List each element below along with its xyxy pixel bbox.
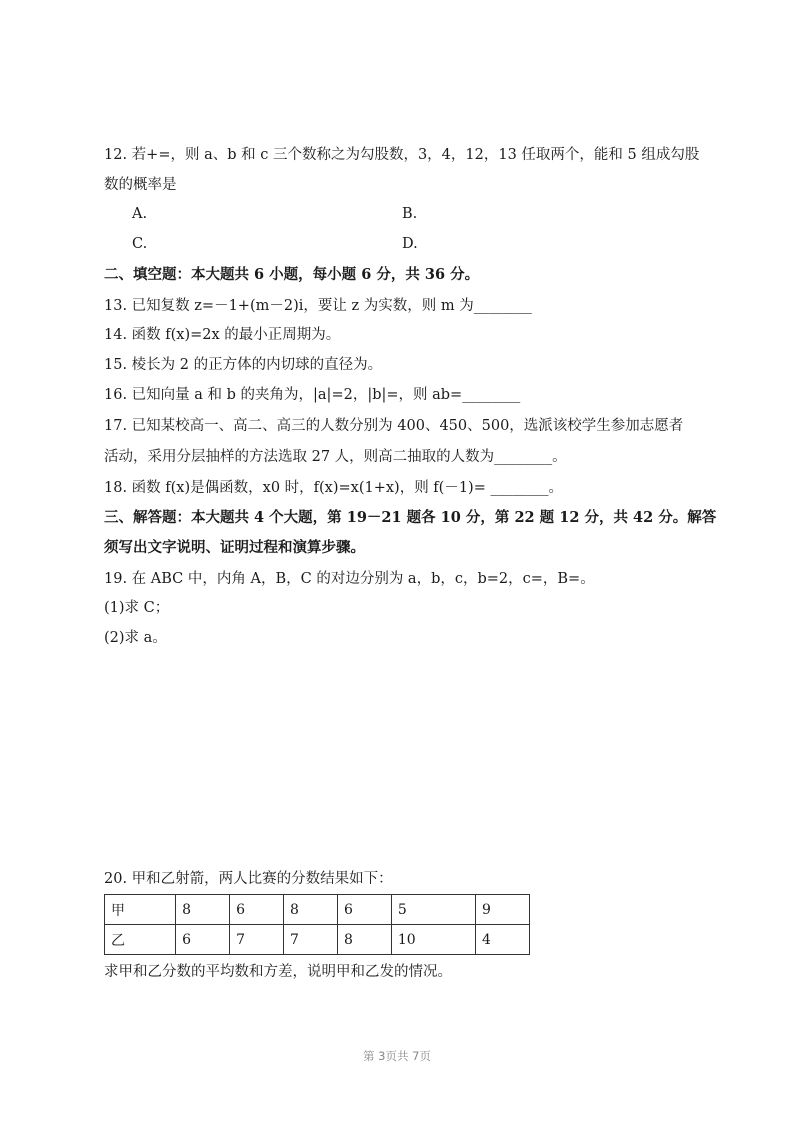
table-cell: 7	[230, 925, 284, 955]
q19-part2: (2)求 a。	[104, 630, 167, 646]
q16: 16. 已知向量 a 和 b 的夹角为，|a|=2，|b|=，则 ab=________	[104, 387, 521, 403]
table-cell: 6	[337, 895, 391, 925]
q15: 15. 棱长为 2 的正方体的内切球的直径为。	[104, 357, 383, 373]
q14: 14. 函数 f(x)=2x 的最小正周期为。	[104, 327, 341, 343]
table-cell: 6	[230, 895, 284, 925]
q20-question: 求甲和乙分数的平均数和方差，说明甲和乙发的情况。	[104, 964, 452, 980]
table-cell: 8	[176, 895, 230, 925]
table-cell: 10	[391, 925, 475, 955]
table-cell: 8	[284, 895, 338, 925]
q12-option-c: C.	[132, 236, 148, 252]
table-cell: 5	[391, 895, 475, 925]
q17-line1: 17. 已知某校高一、高二、高三的人数分别为 400、450、500，选派该校学生参加志愿者	[104, 418, 684, 434]
q12-option-a: A.	[132, 206, 148, 222]
table-cell: 6	[176, 925, 230, 955]
section2-heading: 二、填空题：本大题共 6 小题，每小题 6 分，共 36 分。	[104, 266, 480, 283]
q12-option-d: D.	[402, 236, 418, 252]
table-row	[105, 895, 530, 925]
q20-stem: 20. 甲和乙射箭，两人比赛的分数结果如下：	[104, 871, 393, 887]
table-cell: 8	[337, 925, 391, 955]
q19-stem: 19. 在 ABC 中，内角 A，B，C 的对边分别为 a，b，c，b=2，c=，B=。	[104, 571, 595, 587]
q18: 18. 函数 f(x)是偶函数，x0 时，f(x)=x(1+x)，则 f(－1)= ________。	[104, 480, 563, 496]
table-cell: 4	[476, 925, 530, 955]
q12-option-b: B.	[402, 206, 418, 222]
q12-line2: 数的概率是	[104, 177, 177, 193]
q13: 13. 已知复数 z=－1+(m－2)i，要让 z 为实数，则 m 为________	[104, 298, 532, 314]
score-table	[104, 894, 530, 955]
section3-heading-line2: 须写出文字说明、证明过程和演算步骤。	[104, 539, 365, 556]
table-cell: 9	[476, 895, 530, 925]
section3-heading-line1: 三、解答题：本大题共 4 个大题，第 19－21 题各 10 分，第 22 题 12 分，共 42 分。解答	[104, 509, 717, 526]
q19-part1: (1)求 C；	[104, 600, 170, 616]
table-cell: 甲	[105, 895, 176, 925]
table-cell: 乙	[105, 925, 176, 955]
table-row	[105, 925, 530, 955]
page-footer: 第 3页共 7页	[363, 1049, 431, 1063]
q12-line1: 12. 若+=，则 a、b 和 c 三个数称之为勾股数，3，4，12，13 任取两个，能和 5 组成勾股	[104, 147, 700, 163]
q17-line2: 活动，采用分层抽样的方法选取 27 人，则高二抽取的人数为________。	[104, 449, 567, 465]
table-cell: 7	[284, 925, 338, 955]
